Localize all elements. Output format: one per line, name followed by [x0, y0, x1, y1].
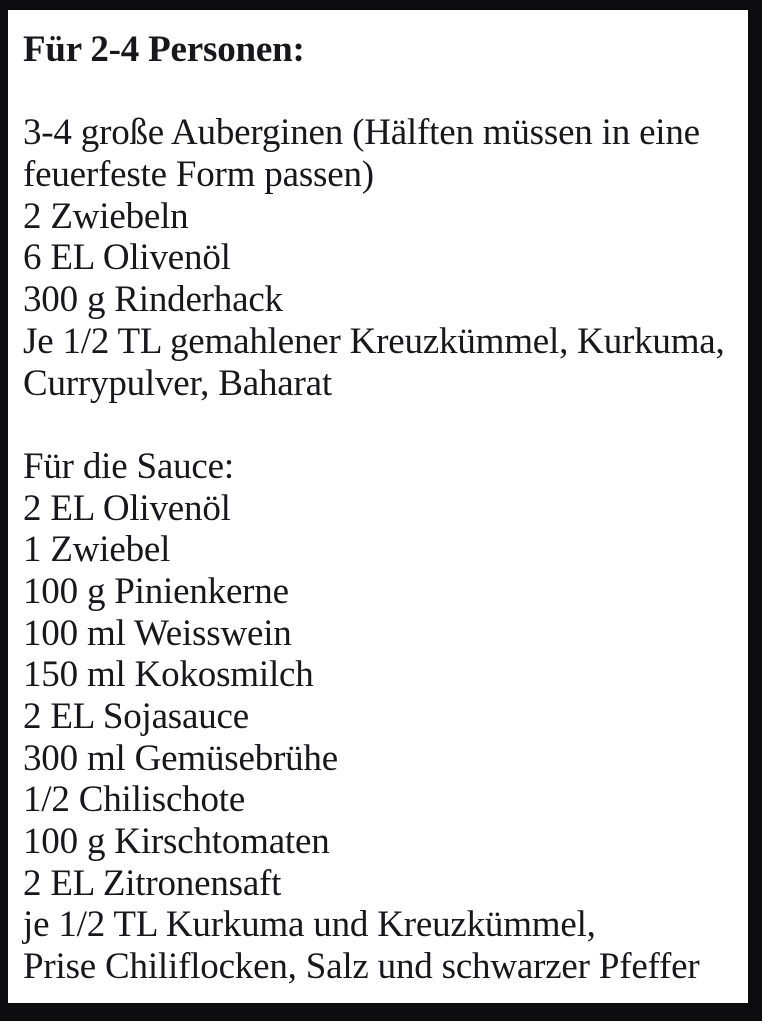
ingredient-line: 2 EL Zitronensaft [23, 862, 282, 904]
ingredient-line: Currypulver, Baharat [23, 362, 332, 404]
blank-line [23, 404, 748, 446]
ingredient-line: feuerfeste Form passen) [23, 154, 374, 196]
ingredient-line: 100 g Pinienkerne [23, 570, 289, 612]
ingredient-line: 100 ml Weisswein [23, 612, 292, 654]
blank-line [23, 71, 748, 113]
servings-heading: Für 2-4 Personen: [23, 29, 305, 70]
ingredient-line: 1 Zwiebel [23, 529, 171, 571]
ingredient-line: 100 g Kirschtomaten [23, 821, 330, 863]
ingredient-line: 6 EL Olivenöl [23, 237, 231, 279]
ingredient-line: 2 EL Olivenöl [23, 487, 231, 529]
ingredient-line: je 1/2 TL Kurkuma und Kreuzkümmel, [23, 904, 596, 946]
ingredient-line: 1/2 Chilischote [23, 779, 246, 821]
ingredient-list [8, 10, 748, 1003]
ingredient-line: 2 Zwiebeln [23, 195, 189, 237]
ingredient-line: Prise Chiliflocken, Salz und schwarzer Pfeffer [23, 946, 700, 988]
ingredient-line: 2 EL Sojasauce [23, 696, 249, 737]
ingredient-line: Je 1/2 TL gemahlener Kreuzkümmel, Kurkuma, [23, 320, 725, 362]
ingredient-line: 3-4 große Auberginen (Hälften müssen in eine [23, 112, 700, 154]
ingredient-line: 300 ml Gemüsebrühe [23, 737, 338, 779]
ingredient-line: 150 ml Kokosmilch [23, 654, 314, 696]
ingredient-line: 300 g Rinderhack [23, 279, 283, 321]
sauce-heading: Für die Sauce: [23, 445, 234, 487]
